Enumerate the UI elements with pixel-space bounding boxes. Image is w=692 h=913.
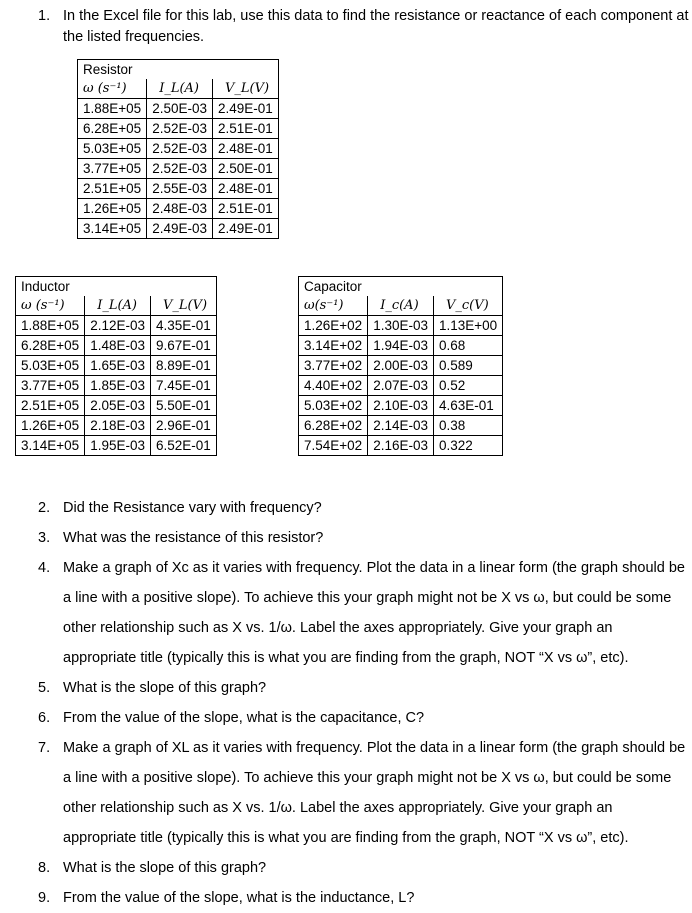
table-cell: 1.13E+00 [433, 316, 502, 336]
table-row [78, 179, 279, 199]
table-cell: 2.50E-01 [212, 159, 278, 179]
question-number: 3. [38, 530, 51, 546]
question-7 [38, 733, 688, 853]
table-title: Capacitor [299, 277, 503, 297]
column-header: I_c(A) [368, 296, 434, 316]
table-row [299, 396, 503, 416]
question-3 [38, 523, 688, 553]
table-cell: 2.52E-03 [147, 159, 213, 179]
question-5 [38, 673, 688, 703]
table-cell: 3.14E+02 [299, 336, 368, 356]
table-cell: 2.12E-03 [85, 316, 151, 336]
table-cell: 2.52E-03 [147, 139, 213, 159]
table-cell: 1.48E-03 [85, 336, 151, 356]
table-cell: 2.55E-03 [147, 179, 213, 199]
table-cell: 1.26E+05 [16, 416, 85, 436]
table-cell: 2.52E-03 [147, 119, 213, 139]
table-cell: 2.18E-03 [85, 416, 151, 436]
table-cell: 2.10E-03 [368, 396, 434, 416]
table-cell: 3.77E+05 [16, 376, 85, 396]
table-row [16, 316, 217, 336]
question-9 [38, 883, 688, 913]
table-cell: 6.28E+05 [16, 336, 85, 356]
column-header: ω (s⁻¹) [16, 296, 85, 316]
table-cell: 1.85E-03 [85, 376, 151, 396]
table-cell: 2.48E-03 [147, 199, 213, 219]
table-row [78, 119, 279, 139]
table-cell: 2.00E-03 [368, 356, 434, 376]
table-cell: 2.51E+05 [78, 179, 147, 199]
table-title: Resistor [78, 60, 279, 80]
table-cell: 4.63E-01 [433, 396, 502, 416]
table-row [78, 99, 279, 119]
table-cell: 6.28E+05 [78, 119, 147, 139]
question-text: What was the resistance of this resistor? [63, 530, 324, 546]
table-cell: 1.88E+05 [16, 316, 85, 336]
table-cell: 2.49E-01 [212, 219, 278, 239]
table-cell: 1.88E+05 [78, 99, 147, 119]
column-header: ω (s⁻¹) [78, 79, 147, 99]
table-cell: 2.51E-01 [212, 199, 278, 219]
table-cell: 6.52E-01 [150, 436, 216, 456]
table-cell: 4.40E+02 [299, 376, 368, 396]
table-cell: 5.03E+05 [78, 139, 147, 159]
table-row [16, 396, 217, 416]
table-cell: 2.48E-01 [212, 179, 278, 199]
inductor-table [15, 276, 217, 456]
table-row [16, 436, 217, 456]
table-cell: 2.16E-03 [368, 436, 434, 456]
table-cell: 0.322 [433, 436, 502, 456]
question-text: What is the slope of this graph? [63, 860, 267, 876]
table-title: Inductor [16, 277, 217, 297]
table-cell: 7.45E-01 [150, 376, 216, 396]
table-cell: 2.49E-01 [212, 99, 278, 119]
table-cell: 5.03E+05 [16, 356, 85, 376]
question-text: Make a graph of Xc as it varies with frequency. Plot the data in a linear form (the graph should be a line with a positive slope). To achieve this your graph might not be X vs ω, but could be some other relationship such as X vs. 1/ω. Label the axes appropriately. Give your graph an appropriate title (typically this is what you are finding from the graph, NOT “X vs ω”, etc). [63, 560, 685, 666]
column-header: ω(s⁻¹) [299, 296, 368, 316]
question-number: 9. [38, 890, 51, 906]
table-cell: 0.589 [433, 356, 502, 376]
table-row [16, 416, 217, 436]
column-header: V_L(V) [150, 296, 216, 316]
table-cell: 4.35E-01 [150, 316, 216, 336]
table-row [299, 356, 503, 376]
table-cell: 9.67E-01 [150, 336, 216, 356]
table-cell: 1.65E-03 [85, 356, 151, 376]
table-cell: 0.52 [433, 376, 502, 396]
table-cell: 1.26E+05 [78, 199, 147, 219]
table-cell: 3.14E+05 [78, 219, 147, 239]
table-cell: 2.51E-01 [212, 119, 278, 139]
resistor-table [77, 59, 279, 239]
questions-list [38, 493, 688, 913]
question-number: 8. [38, 860, 51, 876]
question-text: Make a graph of XL as it varies with frequency. Plot the data in a linear form (the graph should be a line with a positive slope). To achieve this your graph might not be X vs ω, but could be some other relationship such as X vs. 1/ω. Label the axes appropriately. Give your graph an appropriate title (typically this is what you are finding from the graph, NOT “X vs ω”, etc). [63, 740, 686, 846]
question-text: Did the Resistance vary with frequency? [63, 500, 322, 516]
question-number: 6. [38, 710, 51, 726]
column-header: V_c(V) [433, 296, 502, 316]
table-cell: 7.54E+02 [299, 436, 368, 456]
table-row [299, 436, 503, 456]
table-cell: 0.68 [433, 336, 502, 356]
table-cell: 3.14E+05 [16, 436, 85, 456]
question-number: 1. [38, 8, 51, 24]
table-cell: 0.38 [433, 416, 502, 436]
table-cell: 3.77E+02 [299, 356, 368, 376]
question-number: 7. [38, 740, 51, 756]
table-cell: 1.94E-03 [368, 336, 434, 356]
question-number: 2. [38, 500, 51, 516]
table-row [78, 139, 279, 159]
table-cell: 3.77E+05 [78, 159, 147, 179]
table-row [299, 336, 503, 356]
table-row [16, 336, 217, 356]
table-row [78, 159, 279, 179]
table-cell: 8.89E-01 [150, 356, 216, 376]
question-8 [38, 853, 688, 883]
table-cell: 2.14E-03 [368, 416, 434, 436]
table-row [299, 416, 503, 436]
question-number: 4. [38, 560, 51, 576]
question-4 [38, 553, 688, 673]
table-row [78, 219, 279, 239]
table-cell: 6.28E+02 [299, 416, 368, 436]
table-row [299, 376, 503, 396]
question-6 [38, 703, 688, 733]
column-header: I_L(A) [85, 296, 151, 316]
table-cell: 2.07E-03 [368, 376, 434, 396]
column-header: I_L(A) [147, 79, 213, 99]
table-row [16, 376, 217, 396]
table-cell: 2.05E-03 [85, 396, 151, 416]
question-text: What is the slope of this graph? [63, 680, 267, 696]
table-row [78, 199, 279, 219]
table-row [16, 356, 217, 376]
question-text: From the value of the slope, what is the inductance, L? [63, 890, 415, 906]
table-cell: 5.03E+02 [299, 396, 368, 416]
table-cell: 2.50E-03 [147, 99, 213, 119]
question-2 [38, 493, 688, 523]
table-row [299, 316, 503, 336]
table-cell: 2.49E-03 [147, 219, 213, 239]
table-cell: 1.30E-03 [368, 316, 434, 336]
table-cell: 1.95E-03 [85, 436, 151, 456]
capacitor-table [298, 276, 503, 456]
table-cell: 2.48E-01 [212, 139, 278, 159]
question-text: In the Excel file for this lab, use this data to find the resistance or reactance of each component at the listed frequencies. [63, 8, 689, 45]
table-cell: 2.51E+05 [16, 396, 85, 416]
table-cell: 5.50E-01 [150, 396, 216, 416]
question-text: From the value of the slope, what is the capacitance, C? [63, 710, 425, 726]
column-header: V_L(V) [212, 79, 278, 99]
table-cell: 1.26E+02 [299, 316, 368, 336]
table-cell: 2.96E-01 [150, 416, 216, 436]
question-number: 5. [38, 680, 51, 696]
